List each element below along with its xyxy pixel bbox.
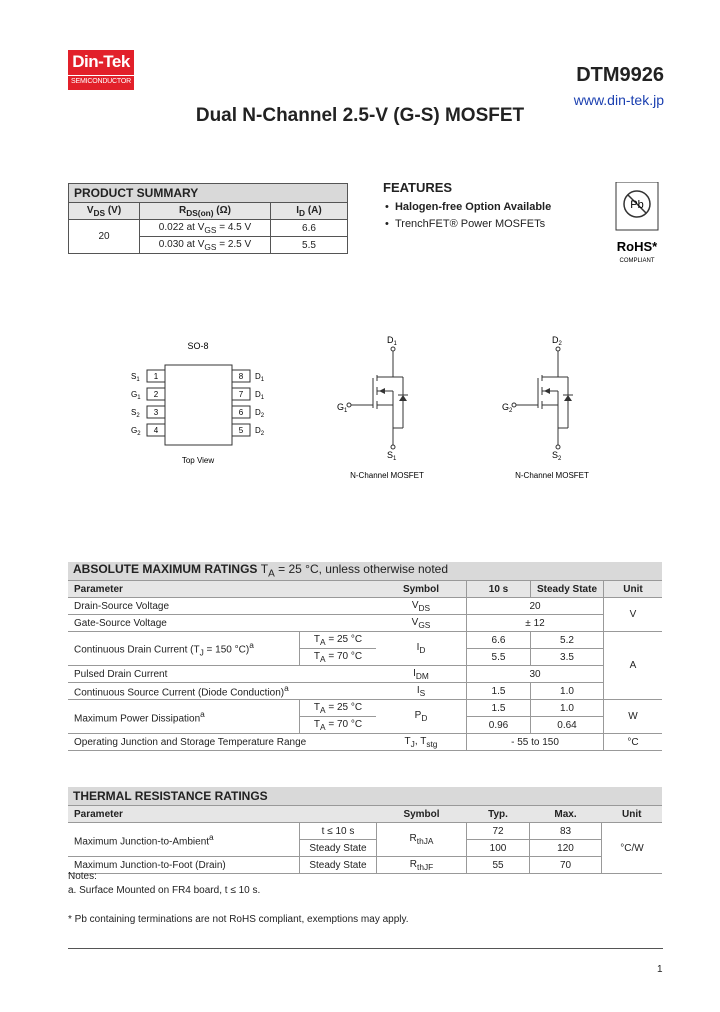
- table-row: $T_A = 70$ °C 5.5 3.5: [68, 649, 662, 666]
- svg-text:D1: $D_1$: [255, 390, 265, 401]
- table-row: Gate-Source Voltage $V_{GS}$ ± 12: [68, 615, 662, 632]
- notes: Notes: a. Surface Mounted on FR4 board, t ≤ 10 s.: [68, 871, 261, 896]
- package-name: SO-8: [187, 341, 209, 351]
- col-symbol: Symbol: [376, 581, 467, 598]
- table-row: Continuous Drain Current ($T_J = 150$ °C)$^a$ $T_A = 25$ °C $I_D$ 6.6 5.2 A: [68, 632, 662, 649]
- svg-text:D2: $D_2$: [255, 408, 265, 419]
- svg-text:D1: $D_1$: [387, 335, 397, 347]
- absolute-max-ratings-table: [68, 562, 662, 751]
- thermal-heading: THERMAL RESISTANCE RATINGS: [68, 787, 662, 806]
- table-row: Maximum Power Dissipation$^a$ $T_A = 25$ °C $P_D$ 1.5 1.0 W: [68, 700, 662, 717]
- logo-sub: SEMICONDUCTOR: [68, 75, 134, 85]
- id-value: 6.6: [271, 220, 348, 237]
- id-value: 5.5: [271, 237, 348, 254]
- col-rds: $R_{DS(on)}$ (Ω): [140, 203, 271, 220]
- col-unit: Unit: [604, 581, 663, 598]
- svg-text:8: 8: [238, 372, 244, 381]
- svg-text:S2: $S_2$: [131, 408, 140, 419]
- product-summary-table: [68, 183, 348, 254]
- mosfet-caption: N-Channel MOSFET: [515, 471, 589, 480]
- svg-text:G1: $G_1$: [131, 390, 141, 401]
- svg-text:7: 7: [238, 390, 244, 399]
- svg-text:G2: $G_2$: [131, 426, 141, 437]
- features-heading: FEATURES: [383, 180, 453, 195]
- product-summary-heading: PRODUCT SUMMARY: [69, 184, 348, 203]
- right-pins: [232, 370, 265, 437]
- svg-text:D2: $D_2$: [552, 335, 562, 347]
- col-id: $I_D$ (A): [271, 203, 348, 220]
- logo-brand: Din-Tek: [72, 52, 130, 71]
- page-number: 1: [657, 964, 663, 975]
- table-row: $T_A = 70$ °C 0.96 0.64: [68, 717, 662, 734]
- svg-text:5: 5: [238, 426, 244, 435]
- ic-body: [165, 365, 232, 445]
- table-row: Steady State 100 120: [68, 840, 662, 857]
- svg-text:6: 6: [238, 408, 244, 417]
- mosfet-symbol-1: [335, 333, 445, 483]
- table-row: [69, 220, 348, 237]
- col-parameter: Parameter: [68, 581, 376, 598]
- svg-text:S1: $S_1$: [387, 450, 397, 462]
- svg-text:3: 3: [153, 408, 159, 417]
- svg-text:D2: $D_2$: [255, 426, 265, 437]
- list-item: • TrenchFET® Power MOSFETs: [385, 218, 546, 230]
- rohs-label: RoHS*: [616, 239, 658, 254]
- pb-text: Pb: [630, 199, 644, 211]
- svg-text:S1: $S_1$: [131, 372, 140, 383]
- col-steady-state: Steady State: [531, 581, 604, 598]
- svg-text:G2: $G_2$: [502, 402, 513, 414]
- svg-text:2: 2: [153, 390, 159, 399]
- svg-text:4: 4: [153, 426, 159, 435]
- col-vds: $V_{DS}$ (V): [69, 203, 140, 220]
- table-row: Drain-Source Voltage $V_{DS}$ 20 V: [68, 598, 662, 615]
- svg-text:G1: $G_1$: [337, 402, 348, 414]
- din-tek-logo: [68, 50, 134, 90]
- vds-value: 20: [69, 220, 140, 254]
- list-item: • Halogen-free Option Available: [385, 201, 552, 213]
- so8-package-diagram: [120, 335, 280, 470]
- website-link[interactable]: www.din-tek.jp: [573, 92, 664, 108]
- rohs-badge: [612, 182, 662, 267]
- footer-divider: [68, 948, 663, 949]
- rohs-compliant: COMPLIANT: [619, 258, 655, 264]
- thermal-resistance-table: THERMAL RESISTANCE RATINGS Parameter Symbol Typ. Max. Unit Maximum Junction-to-Ambient$^a$ t ≤ 10 s $R_{thJA}$ 72 83 °C/W Steady State 100 120 Maximum Junction-to-Foot (Drain) Steady State $R_{thJF}$ 55 70: [68, 787, 662, 874]
- table-row: Operating Junction and Storage Temperature Range $T_J$, $T_{stg}$ - 55 to 150 °C: [68, 734, 662, 751]
- page-title: Dual N-Channel 2.5-V (G-S) MOSFET: [195, 105, 525, 126]
- left-pins: [131, 370, 165, 437]
- table-row: Maximum Junction-to-Foot (Drain) Steady State $R_{thJF}$ 55 70: [68, 857, 662, 874]
- pb-note: * Pb containing terminations are not RoHS compliant, exemptions may apply.: [68, 914, 409, 925]
- part-number: DTM9926: [576, 64, 664, 86]
- mosfet-symbol-2: [500, 333, 610, 483]
- rds-value: 0.022 at $V_{GS} = 4.5$ V: [140, 220, 271, 237]
- mosfet-caption: N-Channel MOSFET: [350, 471, 424, 480]
- svg-text:D1: $D_1$: [255, 372, 265, 383]
- features-list: [385, 199, 551, 233]
- amr-heading: ABSOLUTE MAXIMUM RATINGS $T_A = 25$ °C, unless otherwise noted: [68, 562, 662, 581]
- table-row: Pulsed Drain Current $I_{DM}$ 30: [68, 666, 662, 683]
- table-row: Continuous Source Current (Diode Conduction)$^a$ $I_S$ 1.5 1.0: [68, 683, 662, 700]
- package-caption: Top View: [181, 456, 215, 465]
- col-10s: 10 s: [467, 581, 531, 598]
- svg-text:1: 1: [153, 372, 159, 381]
- svg-text:S2: $S_2$: [552, 450, 562, 462]
- rds-value: 0.030 at $V_{GS} = 2.5$ V: [140, 237, 271, 254]
- table-row: Maximum Junction-to-Ambient$^a$ t ≤ 10 s $R_{thJA}$ 72 83 °C/W: [68, 823, 662, 840]
